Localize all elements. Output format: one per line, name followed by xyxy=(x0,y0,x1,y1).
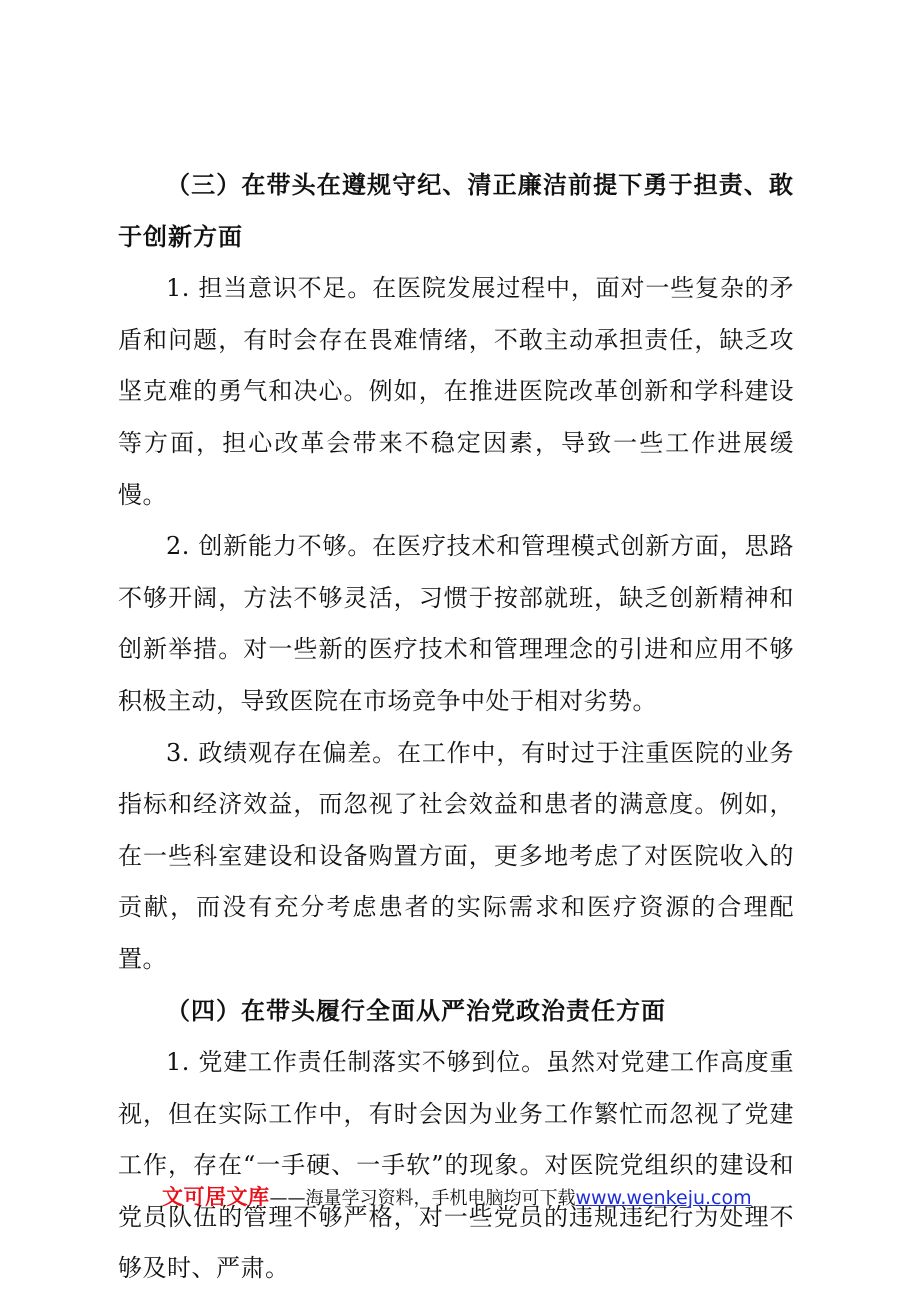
paragraph-3: 3. 政绩观存在偏差。在工作中，有时过于注重医院的业务指标和经济效益，而忽视了社会效益和患者的满意度。例如，在一些科室建设和设备购置方面，更多地考虑了对医院收入的贡献，而没有充分考虑患者的实际需求和医疗资源的合理配置。 xyxy=(118,738,794,973)
section-heading-4: （四）在带头履行全面从严治党政治责任方面 xyxy=(166,996,666,1025)
paragraph-2: 2. 创新能力不够。在医疗技术和管理模式创新方面，思路不够开阔，方法不够灵活，习惯于按部就班，缺乏创新精神和创新举措。对一些新的医疗技术和管理理念的引进和应用不够积极主动，导致医院在市场竞争中处于相对劣势。 xyxy=(118,532,794,715)
website-link[interactable]: www.wenkeju.com xyxy=(575,1187,752,1209)
section-heading-3: （三）在带头在遵规守纪、清正廉洁前提下勇于担责、敢于创新方面 xyxy=(118,171,794,251)
footer-banner xyxy=(162,1182,812,1212)
footer-slogan: ——海量学习资料，手机电脑均可下载 xyxy=(269,1188,576,1209)
paragraph-1: 1. 担当意识不足。在医院发展过程中，面对一些复杂的矛盾和问题，有时会存在畏难情绪，不敢主动承担责任，缺乏攻坚克难的勇气和决心。例如，在推进医院改革创新和学科建设等方面，担心改革会带来不稳定因素，导致一些工作进展缓慢。 xyxy=(118,274,794,509)
paragraph-4: 1. 党建工作责任制落实不够到位。虽然对党建工作高度重视，但在实际工作中，有时会因为业务工作繁忙而忽视了党建工作，存在“一手硬、一手软”的现象。对医院党组织的建设和党员队伍的管理不够严格，对一些党员的违规违纪行为处理不够及时、严肃。 xyxy=(118,1048,794,1283)
document-body xyxy=(118,160,794,1295)
brand-name: 文可居文库 xyxy=(162,1185,270,1209)
